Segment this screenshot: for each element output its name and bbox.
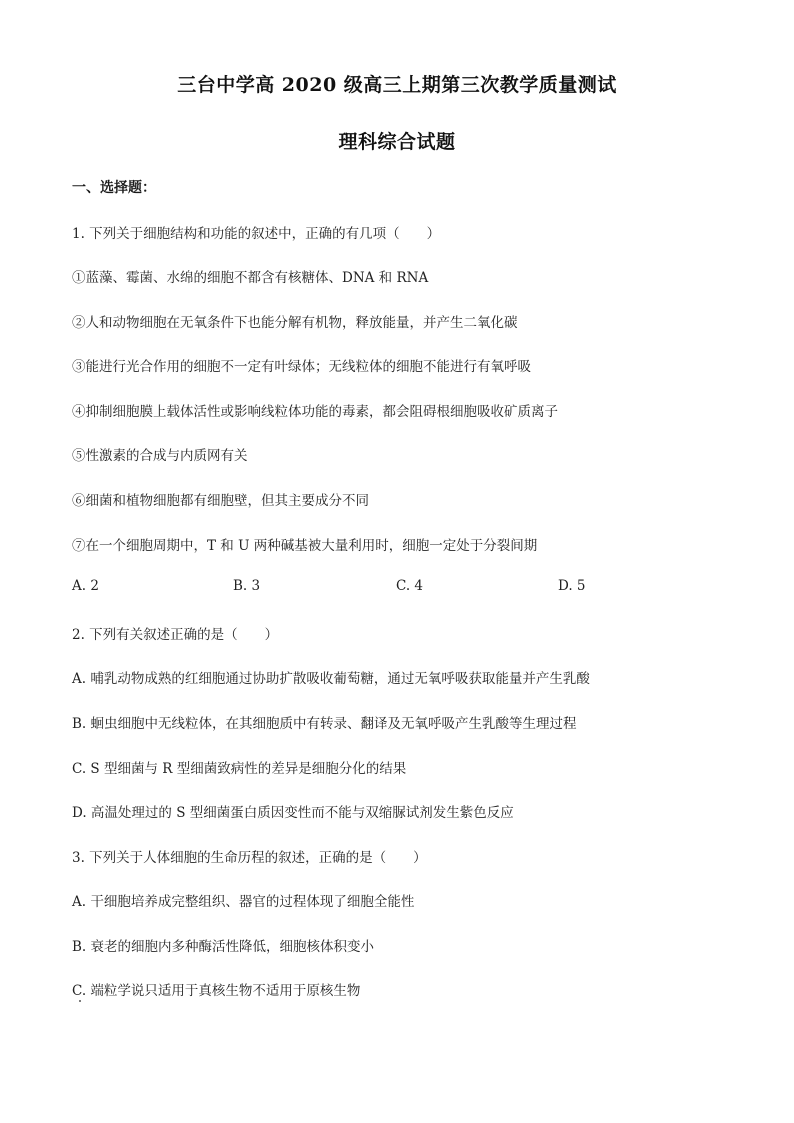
question-1-statement: ④抑制细胞膜上载体活性或影响线粒体功能的毒素，都会阻碍根细胞吸收矿质离子 [72, 404, 558, 420]
exam-title: 三台中学高 2020 级高三上期第三次教学质量测试 [177, 74, 617, 96]
question-1-statement: ⑥细菌和植物细胞都有细胞壁，但其主要成分不同 [72, 493, 369, 509]
question-1-statement: ⑦在一个细胞周期中，T 和 U 两种碱基被大量利用时，细胞一定处于分裂间期 [72, 538, 538, 554]
question-3-option-a: A. 干细胞培养成完整组织、器官的过程体现了细胞全能性 [72, 894, 415, 910]
question-1-statement: ⑤性激素的合成与内质网有关 [72, 448, 248, 464]
question-3-stem: 3. 下列关于人体细胞的生命历程的叙述，正确的是（ ） [72, 850, 427, 866]
question-1-statement: ①蓝藻、霉菌、水绵的细胞不都含有核糖体、DNA 和 RNA [72, 270, 429, 286]
question-1-stem: 1. 下列关于细胞结构和功能的叙述中，正确的有几项（ ） [72, 226, 441, 242]
question-2-stem: 2. 下列有关叙述正确的是（ ） [72, 627, 279, 643]
section-heading: 一、选择题： [72, 180, 156, 196]
question-1-statement: ②人和动物细胞在无氧条件下也能分解有机物，释放能量，并产生二氧化碳 [72, 315, 518, 331]
question-2-option-d: D. 高温处理过的 S 型细菌蛋白质因变性而不能与双缩脲试剂发生紫色反应 [72, 805, 514, 821]
question-2-option-a: A. 哺乳动物成熟的红细胞通过协助扩散吸收葡萄糖，通过无氧呼吸获取能量并产生乳酸 [72, 671, 590, 687]
question-1-option-b: B. 3 [233, 578, 261, 594]
exam-subtitle: 理科综合试题 [338, 131, 456, 153]
question-1-statement: ③能进行光合作用的细胞不一定有叶绿体；无线粒体的细胞不能进行有氧呼吸 [72, 359, 531, 375]
question-2-option-b: B. 蛔虫细胞中无线粒体，在其细胞质中有转录、翻译及无氧呼吸产生乳酸等生理过程 [72, 716, 577, 732]
question-3-option-c: C. 端粒学说只适用于真核生物不适用于原核生物 [72, 983, 361, 999]
stray-mark [79, 1000, 81, 1002]
question-1-option-c: C. 4 [396, 578, 424, 594]
question-2-option-c: C. S 型细菌与 R 型细菌致病性的差异是细胞分化的结果 [72, 761, 407, 777]
question-1-option-d: D. 5 [558, 578, 586, 594]
question-1-option-a: A. 2 [72, 578, 99, 594]
question-3-option-b: B. 衰老的细胞内多种酶活性降低，细胞核体积变小 [72, 939, 375, 955]
